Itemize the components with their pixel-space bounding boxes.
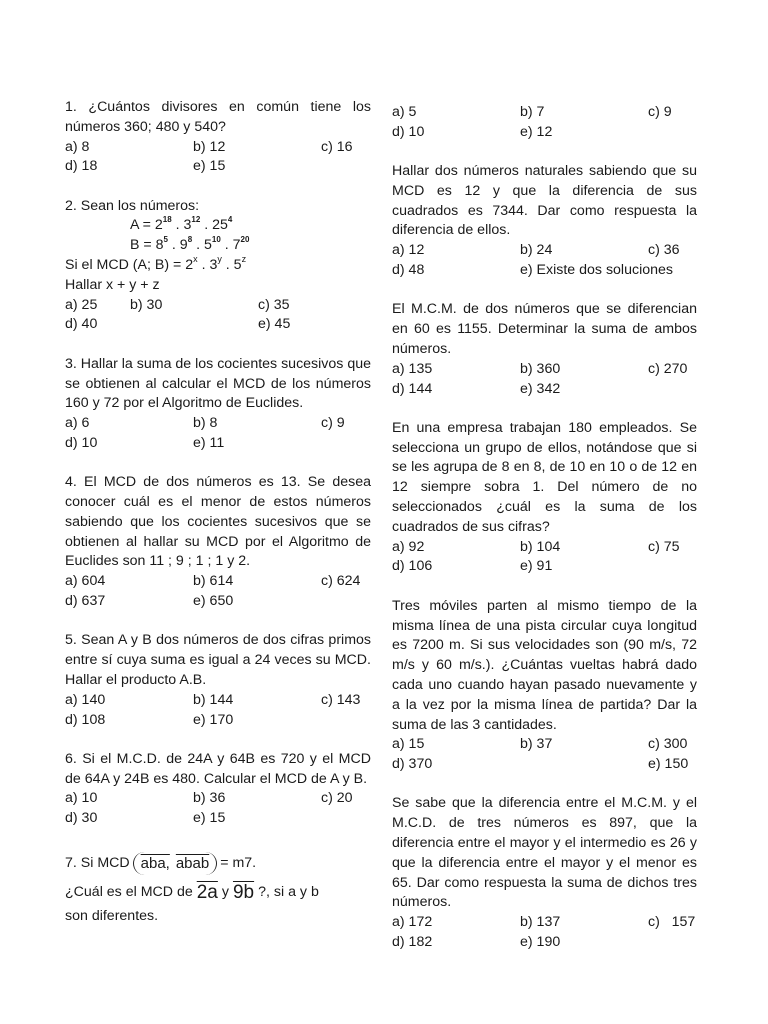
option: d) 40 — [65, 316, 98, 333]
question-5-options — [65, 691, 371, 731]
option: a) 12 — [392, 242, 425, 259]
question-9-options — [392, 360, 697, 400]
question-8-text: Hallar dos números naturales sabiendo que su MCD es 12 y que la diferencia de sus cuadrados es 7344. Dar como respuesta la diferencia de ellos. — [392, 163, 697, 239]
option: b) 37 — [520, 736, 553, 753]
question-5 — [65, 631, 371, 730]
option: c) 75 — [648, 538, 680, 555]
option: d) 182 — [392, 933, 433, 950]
expr-part: . 7 — [220, 237, 241, 254]
expr-part: 7. Si MCD — [65, 854, 130, 871]
question-8-options — [392, 241, 697, 281]
numeral-9b: 9b — [232, 881, 255, 903]
numeral-2a: 2a — [196, 881, 218, 903]
option: e) 11 — [193, 434, 225, 451]
option: a) 92 — [392, 538, 425, 555]
question-10-text: En una empresa trabajan 180 empleados. Se selecciona un grupo de ellos, notándose que si se les agrupa de 8 en 8, de 10 en 10 o de 12 en 12 siempre sobra 1. Del número de no seleccionados ¿cuál es la suma de los cuadrados de sus cifras? — [392, 419, 697, 535]
option: b) 360 — [520, 360, 561, 377]
question-2-intro: 2. Sean los números: — [65, 197, 200, 214]
question-12-options — [392, 913, 697, 953]
option: c) 624 — [321, 573, 361, 590]
question-6 — [65, 750, 371, 829]
option: e) 342 — [520, 380, 561, 397]
option: b) 104 — [520, 538, 561, 555]
option: e) 170 — [193, 711, 234, 728]
expr-part: = m7. — [220, 854, 257, 871]
exponent: 10 — [211, 235, 221, 245]
expr-part: A = 2 — [130, 217, 163, 234]
question-9-text: El M.C.M. de dos números que se diferencian en 60 es 1155. Determinar la suma de ambos números. — [392, 301, 697, 357]
question-4 — [65, 473, 371, 612]
numeral-aba: aba, — [140, 854, 170, 872]
expr-part: . 3 — [171, 217, 192, 234]
question-1-text: 1. ¿Cuántos divisores en común tiene los números 360; 480 y 540? — [65, 99, 371, 135]
question-2-find: Hallar x + y + z — [65, 276, 160, 293]
exponent: 18 — [162, 215, 172, 225]
option: d) 48 — [392, 262, 425, 279]
expr-part: . 5 — [221, 257, 242, 274]
option: d) 108 — [65, 711, 106, 728]
exponent: 4 — [227, 215, 233, 225]
question-11-options — [392, 735, 697, 775]
option: b) 144 — [193, 691, 234, 708]
option: e) Existe dos soluciones — [520, 262, 673, 279]
option: a) 135 — [392, 360, 433, 377]
option: c) 143 — [321, 691, 361, 708]
option: a) 15 — [392, 736, 425, 753]
option: c) 157 — [648, 914, 696, 931]
expr-part: . 25 — [200, 217, 228, 234]
option: d) 144 — [392, 380, 433, 397]
option: b) 8 — [193, 415, 218, 432]
number-a-line — [65, 216, 371, 236]
mcd-line — [65, 256, 371, 276]
expr-part: B = 8 — [130, 237, 164, 254]
question-7-line-3: son diferentes. — [65, 907, 159, 924]
question-7-line-1 — [65, 849, 371, 879]
exponent: x — [193, 254, 198, 265]
question-11-text: Tres móviles parten al mismo tiempo de la misma línea de una pista circular cuya longitud es 7200 m. Si sus velocidades son (90 m/s, 72 m/s y 60 m/s.). ¿Cuántas vueltas habrá dado cada uno cuando hayan pasado nuevamente y a la vez por la misma línea de partida? Dar la suma de las 3 cantidades. — [392, 597, 697, 733]
option: b) 36 — [193, 790, 226, 807]
option: b) 12 — [193, 138, 226, 155]
option: a) 6 — [65, 415, 90, 432]
option: d) 18 — [65, 158, 98, 175]
question-1-options — [65, 138, 371, 178]
expr-part: y — [221, 883, 229, 900]
option-spacer — [130, 315, 258, 335]
question-7-options — [392, 103, 697, 143]
option: e) 15 — [193, 810, 226, 827]
question-3 — [65, 355, 371, 454]
option: e) 12 — [520, 123, 553, 140]
option: a) 140 — [65, 691, 106, 708]
option: d) 370 — [392, 756, 433, 773]
option: a) 25 — [65, 296, 98, 313]
option: c) 300 — [648, 736, 688, 753]
left-column — [65, 98, 371, 926]
right-column — [392, 103, 697, 972]
option: a) 172 — [392, 914, 433, 931]
question-10-options — [392, 538, 697, 578]
mcd-parenthesis — [133, 852, 218, 875]
exponent: 5 — [163, 235, 168, 245]
options-grid — [392, 103, 697, 143]
expr-part: ?, si a y b — [258, 883, 319, 900]
option: c) 16 — [321, 138, 353, 155]
question-9 — [392, 300, 697, 399]
option: b) 7 — [520, 104, 545, 120]
option: a) 10 — [65, 790, 98, 807]
option: c) 9 — [321, 415, 345, 432]
option: a) 8 — [65, 138, 90, 155]
option: e) 91 — [520, 558, 553, 575]
exponent: y — [217, 254, 222, 265]
option: b) 30 — [130, 296, 163, 313]
option: a) 604 — [65, 573, 106, 590]
exponent: 20 — [240, 235, 250, 245]
option: e) 45 — [258, 316, 291, 333]
question-5-text: 5. Sean A y B dos números de dos cifras primos entre sí cuya suma es igual a 24 veces su MCD. Hallar el producto A.B. — [65, 632, 371, 688]
option: b) 614 — [193, 573, 234, 590]
option: d) 10 — [392, 123, 425, 140]
option: c) 20 — [321, 790, 353, 807]
question-3-options — [65, 414, 371, 454]
expr-part: ¿Cuál es el MCD de — [65, 883, 193, 900]
option: c) 270 — [648, 360, 688, 377]
question-8 — [392, 162, 697, 281]
option: c) 36 — [648, 242, 680, 259]
question-6-options — [65, 789, 371, 829]
option: d) 637 — [65, 593, 106, 610]
option: e) 150 — [648, 756, 689, 773]
question-12 — [392, 794, 697, 952]
question-7-line-2 — [65, 879, 371, 907]
option: e) 190 — [520, 933, 561, 950]
question-4-text: 4. El MCD de dos números es 13. Se desea conocer cuál es el menor de estos números sabiendo que los cocientes sucesivos que se obtienen al hallar su MCD por el Algoritmo de Euclides son 11 ; 9 ; 1 ; 1 y 2. — [65, 474, 371, 570]
question-4-options — [65, 572, 371, 612]
option: c) 35 — [258, 296, 290, 313]
option: e) 650 — [193, 593, 234, 610]
question-3-text: 3. Hallar la suma de los cocientes sucesivos que se obtienen al calcular el MCD de los números 160 y 72 por el Algoritmo de Euclides. — [65, 355, 371, 412]
question-10 — [392, 419, 697, 577]
option: b) 137 — [520, 914, 561, 931]
exponent: 12 — [191, 215, 201, 225]
option: d) 10 — [65, 434, 98, 451]
question-2 — [65, 197, 371, 336]
question-11 — [392, 597, 697, 775]
question-7 — [65, 849, 371, 927]
expr-part: Si el MCD (A; B) = 2 — [65, 257, 194, 274]
expr-part: . 5 — [192, 237, 212, 254]
expr-part: . 3 — [197, 257, 218, 274]
question-6-text: 6. Si el M.C.D. de 24A y 64B es 720 y el MCD de 64A y 24B es 480. Calcular el MCD de A y B. — [65, 750, 371, 787]
option: e) 15 — [193, 158, 226, 175]
exponent: z — [241, 254, 247, 265]
exponent: 8 — [187, 235, 193, 245]
numeral-abab: abab — [175, 854, 210, 872]
option: a) 5 — [392, 104, 417, 120]
expr-part: . 9 — [167, 237, 188, 254]
option: d) 30 — [65, 810, 98, 827]
question-1 — [65, 98, 371, 177]
option: b) 24 — [520, 242, 553, 259]
option: d) 106 — [392, 558, 433, 575]
question-2-options — [65, 296, 371, 336]
question-12-text: Se sabe que la diferencia entre el M.C.M. y el M.C.D. de tres números es 897, que la diferencia entre el mayor y el intermedio es 26 y que la diferencia entre el mayor y el menor es 65. Dar como respuesta la suma de dichos tres números. — [392, 795, 697, 911]
option: c) 9 — [648, 104, 672, 120]
